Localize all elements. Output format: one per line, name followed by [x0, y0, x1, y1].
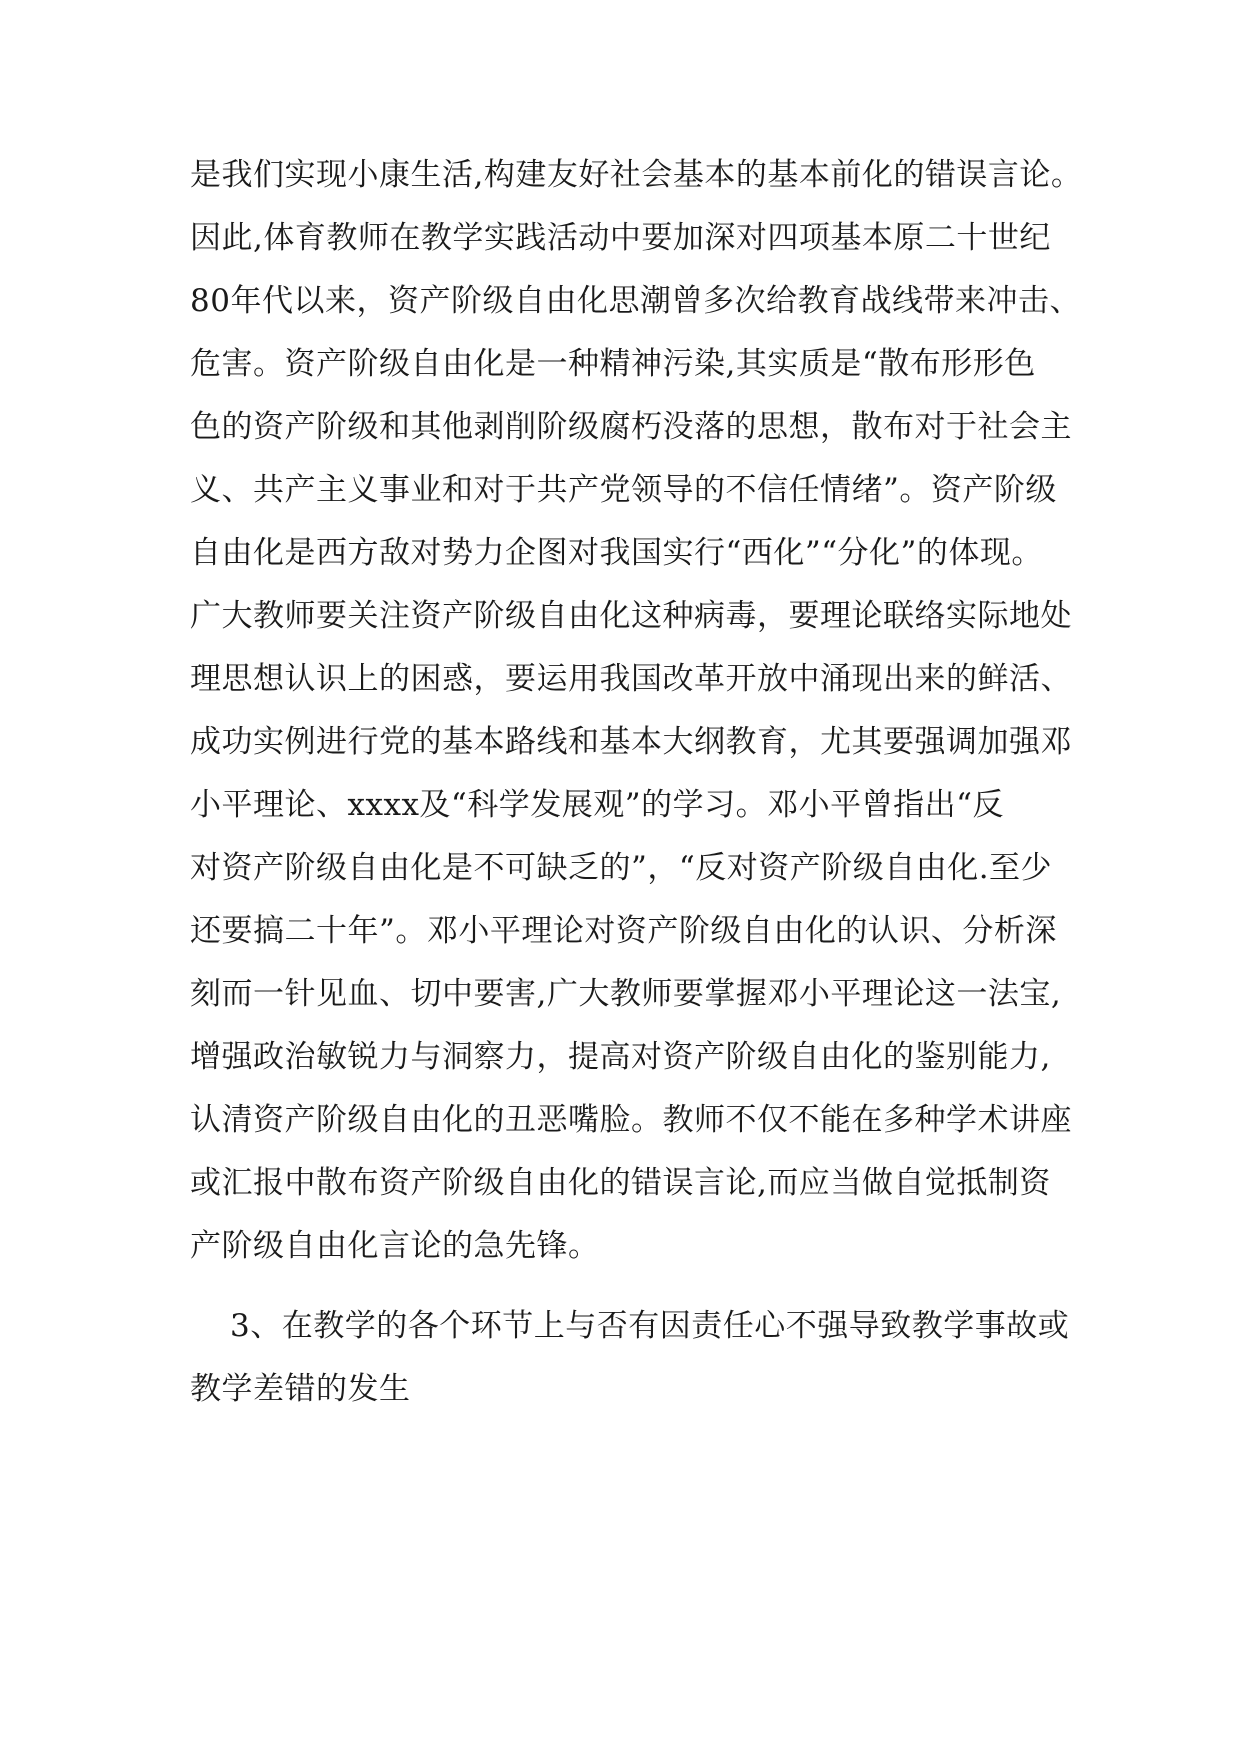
paragraph-line: 刻而一针见血、切中要害,广大教师要掌握邓小平理论这一法宝,	[190, 976, 1062, 1012]
paragraph-line: 小平理论、xxxx及“科学发展观”的学习。邓小平曾指出“反	[190, 787, 1004, 823]
paragraph-line: 义、共产主义事业和对于共产党领导的不信任情绪”。资产阶级	[190, 472, 1057, 508]
paragraph-line: 还要搞二十年”。邓小平理论对资产阶级自由化的认识、分析深	[190, 913, 1057, 949]
paragraph-line: 理思想认识上的困惑，要运用我国改革开放中涌现出来的鲜活、	[190, 661, 1072, 697]
paragraph-line: 或汇报中散布资产阶级自由化的错误言论,而应当做自觉抵制资	[190, 1165, 1051, 1201]
paragraph-line: 成功实例进行党的基本路线和基本大纲教育，尤其要强调加强邓	[190, 724, 1072, 760]
paragraph-line: 因此,体育教师在教学实践活动中要加深对四项基本原二十世纪	[190, 220, 1051, 256]
paragraph-line: 自由化是西方敌对势力企图对我国实行“西化”“分化”的体现。	[190, 535, 1043, 571]
paragraph-line: 广大教师要关注资产阶级自由化这种病毒，要理论联络实际地处	[190, 598, 1072, 634]
section-heading-continuation: 教学差错的发生	[190, 1371, 411, 1407]
paragraph-line: 危害。资产阶级自由化是一种精神污染,其实质是“散布形形色	[190, 346, 1036, 382]
paragraph-line: 认清资产阶级自由化的丑恶嘴脸。教师不仅不能在多种学术讲座	[190, 1102, 1072, 1138]
paragraph-line: 是我们实现小康生活,构建友好社会基本的基本前化的错误言论。	[190, 157, 1083, 193]
paragraph-line: 色的资产阶级和其他剥削阶级腐朽没落的思想，散布对于社会主	[190, 409, 1072, 445]
paragraph-line: 80年代以来，资产阶级自由化思潮曾多次给教育战线带来冲击、	[190, 283, 1081, 319]
paragraph-line: 增强政治敏锐力与洞察力，提高对资产阶级自由化的鉴别能力,	[190, 1039, 1051, 1075]
section-heading: 3、在教学的各个环节上与否有因责任心不强导致教学事故或	[230, 1308, 1070, 1344]
paragraph-line: 产阶级自由化言论的急先锋。	[190, 1228, 600, 1264]
paragraph-line: 对资产阶级自由化是不可缺乏的”，“反对资产阶级自由化.至少	[190, 850, 1053, 886]
